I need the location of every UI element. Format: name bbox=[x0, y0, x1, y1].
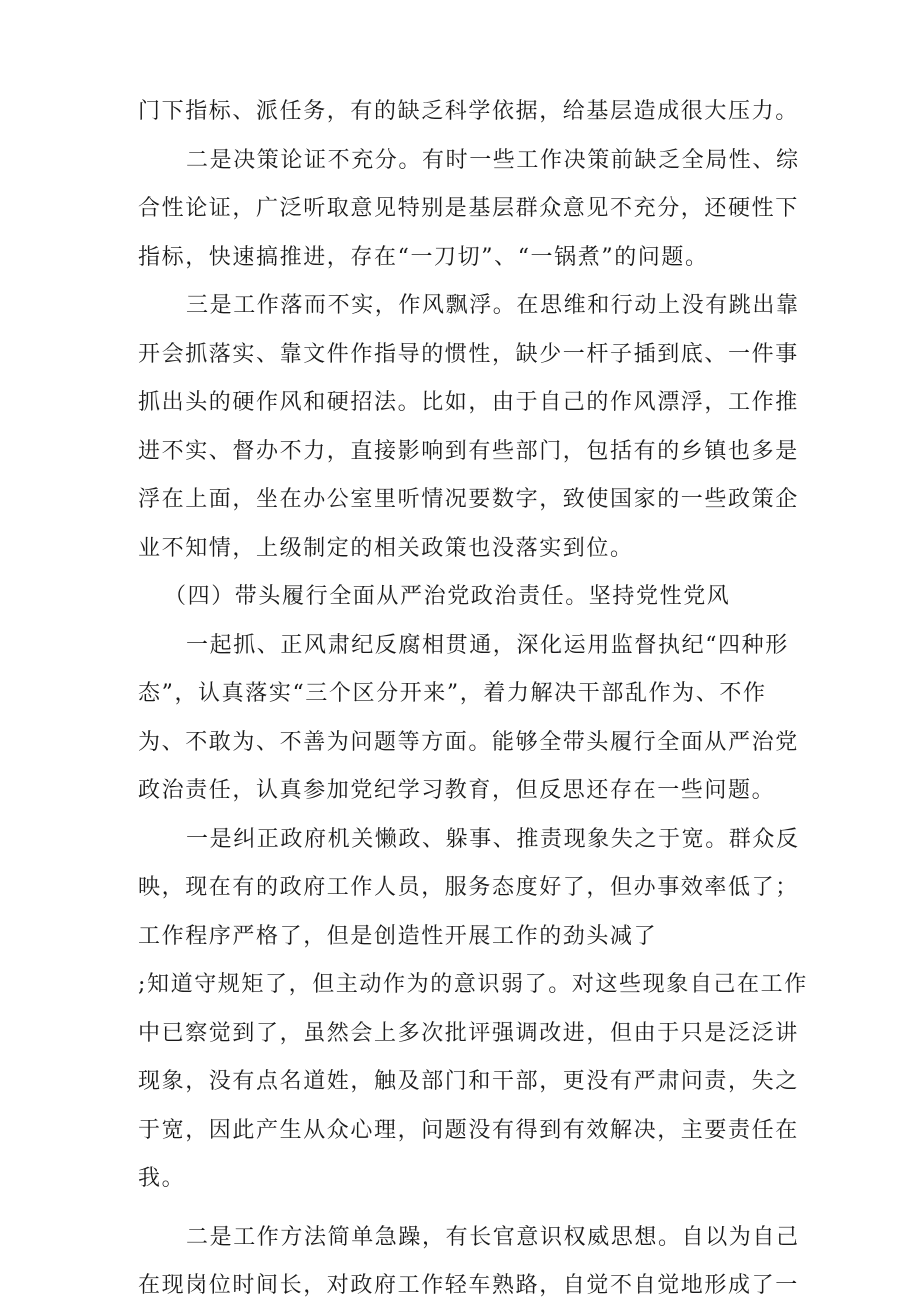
text-line: （四）带头履行全面从严治党政治责任。坚持党性党风 bbox=[164, 584, 731, 609]
text-line: 抓出头的硬作风和硬招法。比如，由于自己的作风漂浮，工作推 bbox=[138, 390, 799, 415]
text-line: 开会抓落实、靠文件作指导的惯性，缺少一杆子插到底、一件事 bbox=[138, 341, 799, 367]
paragraph-spacer bbox=[138, 1204, 788, 1214]
text-line: 政治责任，认真参加党纪学习教育，但反思还存在一些问题。 bbox=[138, 778, 776, 803]
text-line: 映，现在有的政府工作人员，服务态度好了，但办事效率低了； bbox=[138, 875, 799, 900]
text-line: 业不知情，上级制定的相关政策也没落实到位。 bbox=[138, 535, 634, 561]
text-line: 门下指标、派任务，有的缺乏科学依据，给基层造成很大压力。 bbox=[138, 99, 799, 124]
text-line: 指标，快速搞推进，存在“一刀切”、“一锅煮”的问题。 bbox=[138, 244, 709, 270]
paragraph bbox=[138, 816, 808, 1204]
text-line: 进不实、督办不力，直接影响到有些部门，包括有的乡镇也多是 bbox=[138, 438, 799, 464]
paragraph bbox=[138, 622, 799, 816]
text-line: 我。 bbox=[138, 1166, 186, 1191]
text-line: 现象，没有点名道姓，触及部门和干部，更没有严肃问责，失之 bbox=[138, 1069, 799, 1094]
document-page bbox=[138, 88, 808, 1311]
text-line: ;知道守规矩了，但主动作为的意识弱了。对这些现象自己在工作 bbox=[138, 972, 808, 997]
text-line: 于宽，因此产生从众心理，问题没有得到有效解决，主要责任在 bbox=[138, 1117, 799, 1143]
paragraph bbox=[138, 282, 800, 573]
text-line: 工作程序严格了，但是创造性开展工作的劲头减了 bbox=[138, 923, 658, 949]
paragraph bbox=[138, 137, 800, 283]
paragraph bbox=[138, 1214, 800, 1311]
text-line: 为、不敢为、不善为问题等方面。能够全带头履行全面从严治党 bbox=[138, 729, 799, 755]
text-line: 一是纠正政府机关懒政、躲事、推责现象失之于宽。群众反 bbox=[186, 826, 800, 852]
text-line: 二是工作方法简单急躁，有长官意识权威思想。自以为自己 bbox=[186, 1224, 800, 1250]
text-line: 合性论证，广泛听取意见特别是基层群众意见不充分，还硬性下 bbox=[138, 196, 799, 221]
text-line: 浮在上面，坐在办公室里听情况要数字，致使国家的一些政策企 bbox=[138, 487, 799, 512]
text-line: 在现岗位时间长，对政府工作轻车熟路，自觉不自觉地形成了一 bbox=[138, 1273, 799, 1298]
text-line: 三是工作落而不实，作风飘浮。在思维和行动上没有跳出靠 bbox=[186, 293, 800, 318]
text-line: 一起抓、正风肃纪反腐相贯通，深化运用监督执纪“四种形 bbox=[186, 632, 789, 658]
paragraph bbox=[138, 88, 799, 137]
text-line: 态”，认真落实“三个区分开来”，着力解决干部乱作为、不作 bbox=[138, 681, 767, 706]
text-line: 二是决策论证不充分。有时一些工作决策前缺乏全局性、综 bbox=[186, 147, 800, 173]
section-heading bbox=[138, 573, 788, 622]
text-line: 中已察觉到了，虽然会上多次批评强调改进，但由于只是泛泛讲 bbox=[138, 1020, 799, 1046]
